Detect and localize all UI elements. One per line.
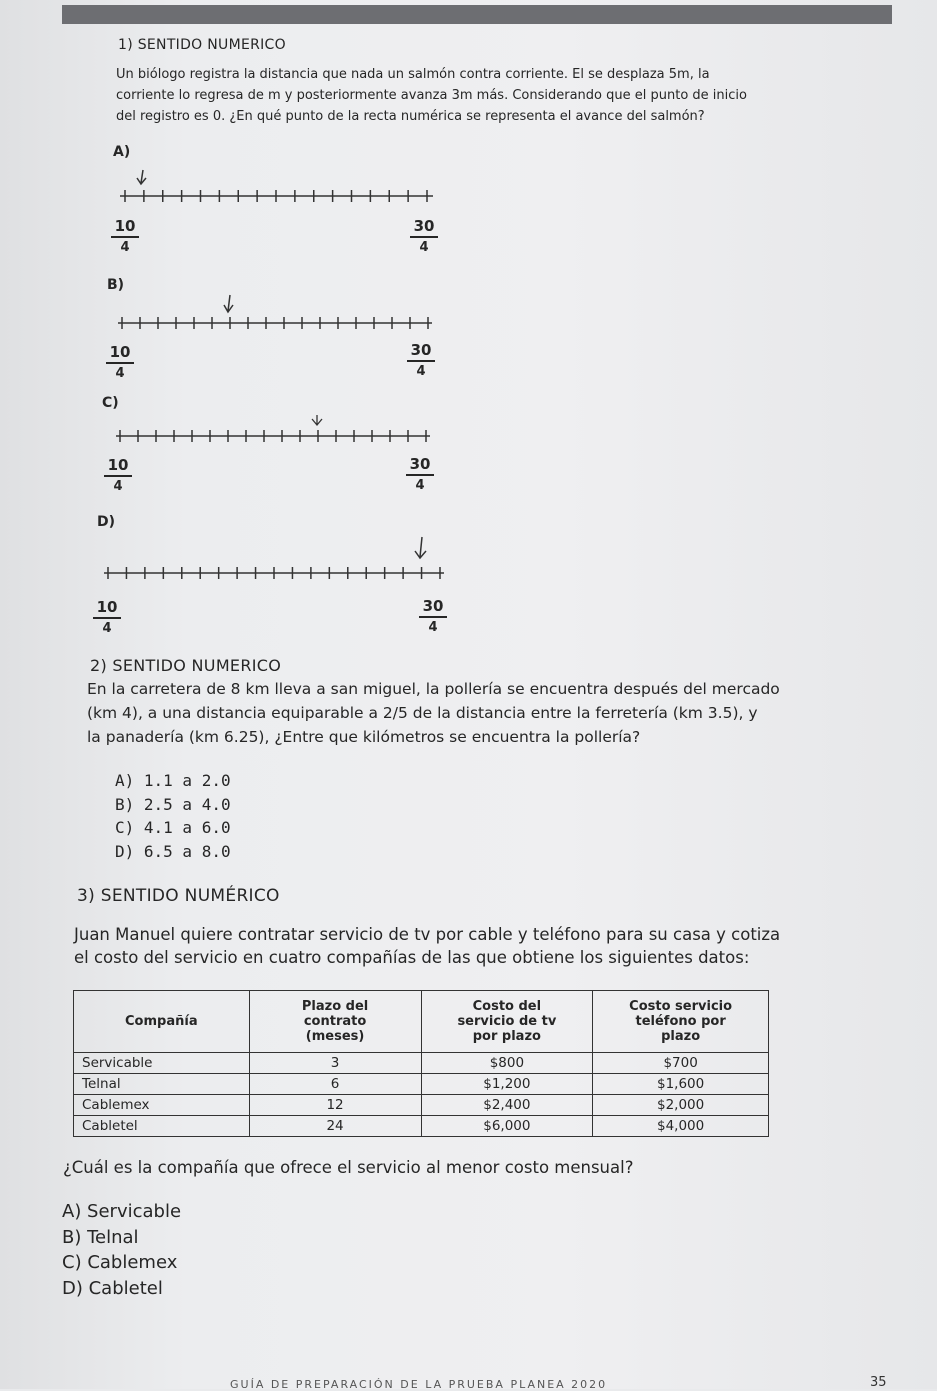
q2-option-d[interactable]: D) 6.5 a 8.0 xyxy=(115,841,231,861)
number-line-a xyxy=(115,164,435,204)
cell-term: 12 xyxy=(249,1095,421,1116)
number-line-b xyxy=(114,291,436,331)
number-line-c xyxy=(112,406,434,446)
cell-company: Telnal xyxy=(74,1074,250,1095)
cell-phone-cost: $4,000 xyxy=(593,1116,769,1137)
fraction-numerator: 10 xyxy=(104,457,132,477)
q1-text xyxy=(116,64,747,127)
q1-title: 1) SENTIDO NUMERICO xyxy=(118,37,286,53)
q3-option-b[interactable]: B) Telnal xyxy=(62,1226,139,1248)
arrow-down-icon xyxy=(312,415,322,425)
q1-option-a-label: A) xyxy=(113,144,131,160)
arrow-down-icon xyxy=(137,170,146,184)
q2-title: 2) SENTIDO NUMERICO xyxy=(90,656,282,675)
fraction-right-d xyxy=(419,598,447,636)
table-row xyxy=(74,1074,769,1095)
fraction-left-d xyxy=(93,599,121,637)
fraction-left-c xyxy=(104,457,132,495)
fraction-numerator: 30 xyxy=(407,342,435,362)
header-term: Plazo del contrato (meses) xyxy=(249,991,421,1053)
cell-tv-cost: $800 xyxy=(421,1053,593,1074)
arrow-down-icon xyxy=(415,537,426,558)
cell-phone-cost: $2,000 xyxy=(593,1095,769,1116)
q2-option-c[interactable]: C) 4.1 a 6.0 xyxy=(115,818,231,837)
page-number: 35 xyxy=(870,1375,887,1390)
q1-text-line: Un biólogo registra la distancia que nada un salmón contra corriente. El se desplaza 5m, la xyxy=(116,67,710,82)
q1-text-line: corriente lo regresa de m y posteriormente avanza 3m más. Considerando que el punto de inicio xyxy=(116,88,747,103)
q2-text-line: la panadería (km 6.25), ¿Entre que kilómetros se encuentra la pollería? xyxy=(87,728,641,746)
q3-option-a[interactable]: A) Servicable xyxy=(62,1201,182,1222)
cell-phone-cost: $1,600 xyxy=(593,1074,769,1095)
q2-text-line: (km 4), a una distancia equiparable a 2/5 de la distancia entre la ferretería (km 3.5), y xyxy=(87,704,758,722)
cell-company: Cabletel xyxy=(74,1116,250,1137)
number-line-a-svg xyxy=(115,164,435,204)
q2-options xyxy=(115,771,231,865)
q2-text xyxy=(87,677,780,749)
cell-company: Servicable xyxy=(74,1053,250,1074)
table-row xyxy=(74,1095,769,1116)
q3-text xyxy=(74,923,780,969)
fraction-denominator: 4 xyxy=(419,240,429,255)
fraction-left-b xyxy=(106,344,134,382)
q3-options xyxy=(62,1201,181,1303)
fraction-numerator: 10 xyxy=(93,599,121,619)
cell-company: Cablemex xyxy=(74,1095,250,1116)
fraction-denominator: 4 xyxy=(415,478,425,493)
footer-guide-title: GUÍA DE PREPARACIÓN DE LA PRUEBA PLANEA 2020 xyxy=(230,1378,608,1391)
cell-term: 24 xyxy=(249,1116,421,1137)
number-line-d-svg xyxy=(100,533,450,583)
fraction-numerator: 30 xyxy=(410,218,438,238)
table-row xyxy=(74,1116,769,1137)
fraction-numerator: 30 xyxy=(419,598,447,618)
fraction-numerator: 10 xyxy=(106,344,134,364)
q2-option-b[interactable]: B) 2.5 a 4.0 xyxy=(115,794,231,814)
header-company: Compañía xyxy=(74,991,250,1053)
fraction-denominator: 4 xyxy=(120,240,130,255)
fraction-right-c xyxy=(406,456,434,494)
fraction-denominator: 4 xyxy=(428,620,438,635)
q2-option-a[interactable]: A) 1.1 a 2.0 xyxy=(115,771,231,790)
q1-text-line: del registro es 0. ¿En qué punto de la recta numérica se representa el avance del salmón? xyxy=(116,109,705,124)
q3-option-c[interactable]: C) Cablemex xyxy=(62,1252,178,1273)
q2-text-line: En la carretera de 8 km lleva a san miguel, la pollería se encuentra después del mercado xyxy=(87,680,780,698)
number-line-d xyxy=(100,533,450,583)
q1-option-b-label: B) xyxy=(107,277,125,293)
q3-title: 3) SENTIDO NUMÉRICO xyxy=(77,886,280,906)
header-bar xyxy=(62,5,892,24)
cell-term: 3 xyxy=(249,1053,421,1074)
q3-option-d[interactable]: D) Cabletel xyxy=(62,1277,163,1299)
cell-term: 6 xyxy=(249,1074,421,1095)
cell-phone-cost: $700 xyxy=(593,1053,769,1074)
q3-text-line: el costo del servicio en cuatro compañías de las que obtiene los siguientes datos: xyxy=(74,948,750,967)
table-row xyxy=(74,1053,769,1074)
fraction-right-a xyxy=(410,218,438,256)
fraction-numerator: 10 xyxy=(111,218,139,238)
fraction-denominator: 4 xyxy=(416,364,426,379)
cost-table xyxy=(73,990,769,1137)
fraction-denominator: 4 xyxy=(115,366,125,381)
fraction-denominator: 4 xyxy=(113,479,123,494)
fraction-right-b xyxy=(407,342,435,380)
header-tv-cost: Costo del servicio de tv por plazo xyxy=(421,991,593,1053)
q3-question: ¿Cuál es la compañía que ofrece el servicio al menor costo mensual? xyxy=(63,1158,634,1177)
q1-option-d-label: D) xyxy=(97,514,116,530)
q1-option-c-label: C) xyxy=(102,395,119,411)
fraction-numerator: 30 xyxy=(406,456,434,476)
fraction-left-a xyxy=(111,218,139,256)
header-phone-cost: Costo servicio teléfono por plazo xyxy=(593,991,769,1053)
arrow-down-icon xyxy=(224,295,233,312)
cell-tv-cost: $1,200 xyxy=(421,1074,593,1095)
cell-tv-cost: $2,400 xyxy=(421,1095,593,1116)
number-line-b-svg xyxy=(114,291,436,331)
fraction-denominator: 4 xyxy=(102,621,112,636)
q3-text-line: Juan Manuel quiere contratar servicio de tv por cable y teléfono para su casa y cotiza xyxy=(74,925,781,944)
number-line-c-svg xyxy=(112,406,434,446)
table-header-row xyxy=(74,991,769,1053)
cell-tv-cost: $6,000 xyxy=(421,1116,593,1137)
